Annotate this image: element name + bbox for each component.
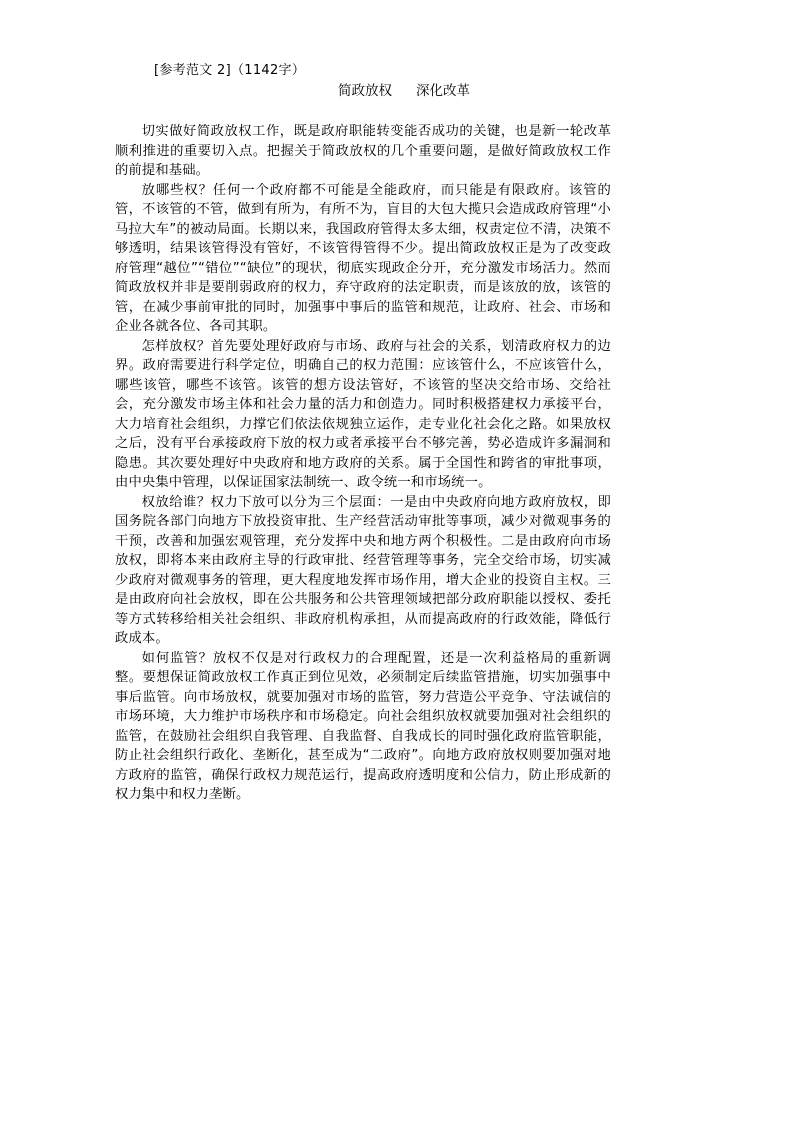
paragraph-intro: 切实做好简政放权工作，既是政府职能转变能否成功的关键，也是新一轮改革顺利推进的重要切入点。把握关于简政放权的几个重要问题，是做好简政放权工作的前提和基础。 xyxy=(115,124,611,178)
paragraph-delegate-to-whom: 权放给谁？权力下放可以分为三个层面：一是由中央政府向地方政府放权，即国务院各部门向地方下放投资审批、生产经营活动审批等事项，减少对微观事务的干预，改善和加强宏观管理，充分发挥中央和地方两个积极性。二是由政府向市场放权，即将本来由政府主导的行政审批、经营管理等事务，完全交给市场，切实减少政府对微观事务的管理，更大程度地发挥市场作用，增大企业的投资自主权。三是由政府向社会放权，即在公共服务和公共管理领域把部分政府职能以授权、委托等方式转移给相关社会组织、非政府机构承担，从而提高政府的行政效能，降低行政成本。 xyxy=(115,494,611,646)
essay-title-part-1: 简政放权 xyxy=(338,83,392,99)
essay-title-part-2: 深化改革 xyxy=(416,83,470,99)
paragraph-what-powers: 放哪些权？任何一个政府都不可能是全能政府，而只能是有限政府。该管的管，不该管的不管，做到有所为，有所不为，盲目的大包大揽只会造成政府管理“小马拉大车”的被动局面。长期以来，我国政府管得太多太细，权责定位不清，决策不够透明，结果该管得没有管好，不该管得管得不少。提出简政放权正是为了改变政府管理“越位”“错位”“缺位”的现状，彻底实现政企分开，充分激发市场活力。然而简政放权并非是要削弱政府的权力，弃守政府的法定职责，而是该放的放，该管的管，在减少事前审批的同时，加强事中事后的监管和规范，让政府、社会、市场和企业各就各位、各司其职。 xyxy=(115,182,611,334)
essay-body xyxy=(115,122,611,805)
paragraph-supervision: 如何监管？放权不仅是对行政权力的合理配置，还是一次利益格局的重新调整。要想保证简政放权工作真正到位见效，必须制定后续监管措施，切实加强事中事后监管。向市场放权，就要加强对市场的监管，努力营造公平竞争、守法诚信的市场环境，大力维护市场秩序和市场稳定。向社会组织放权就要加强对社会组织的监管，在鼓励社会组织自我管理、自我监督、自我成长的同时强化政府监管职能，防止社会组织行政化、垄断化，甚至成为“二政府”。向地方政府放权则要加强对地方政府的监管，确保行政权力规范运行，提高政府透明度和公信力，防止形成新的权力集中和权力垄断。 xyxy=(115,650,611,802)
essay-meta-label: [参考范文 2]（1142字） xyxy=(154,63,306,78)
essay-title xyxy=(338,81,470,101)
paragraph-how-to-delegate: 怎样放权？首先要处理好政府与市场、政府与社会的关系，划清政府权力的边界。政府需要进行科学定位，明确自己的权力范围：应该管什么，不应该管什么，哪些该管，哪些不该管。该管的想方设法管好，不该管的坚决交给市场、交给社会，充分激发市场主体和社会力量的活力和创造力。同时积极搭建权力承接平台，大力培育社会组织，力撑它们依法依规独立运作，走专业化社会化之路。如果放权之后，没有平台承接政府下放的权力或者承接平台不够完善，势必造成许多漏洞和隐患。其次要处理好中央政府和地方政府的关系。属于全国性和跨省的审批事项，由中央集中管理，以保证国家法制统一、政令统一和市场统一。 xyxy=(115,338,611,490)
